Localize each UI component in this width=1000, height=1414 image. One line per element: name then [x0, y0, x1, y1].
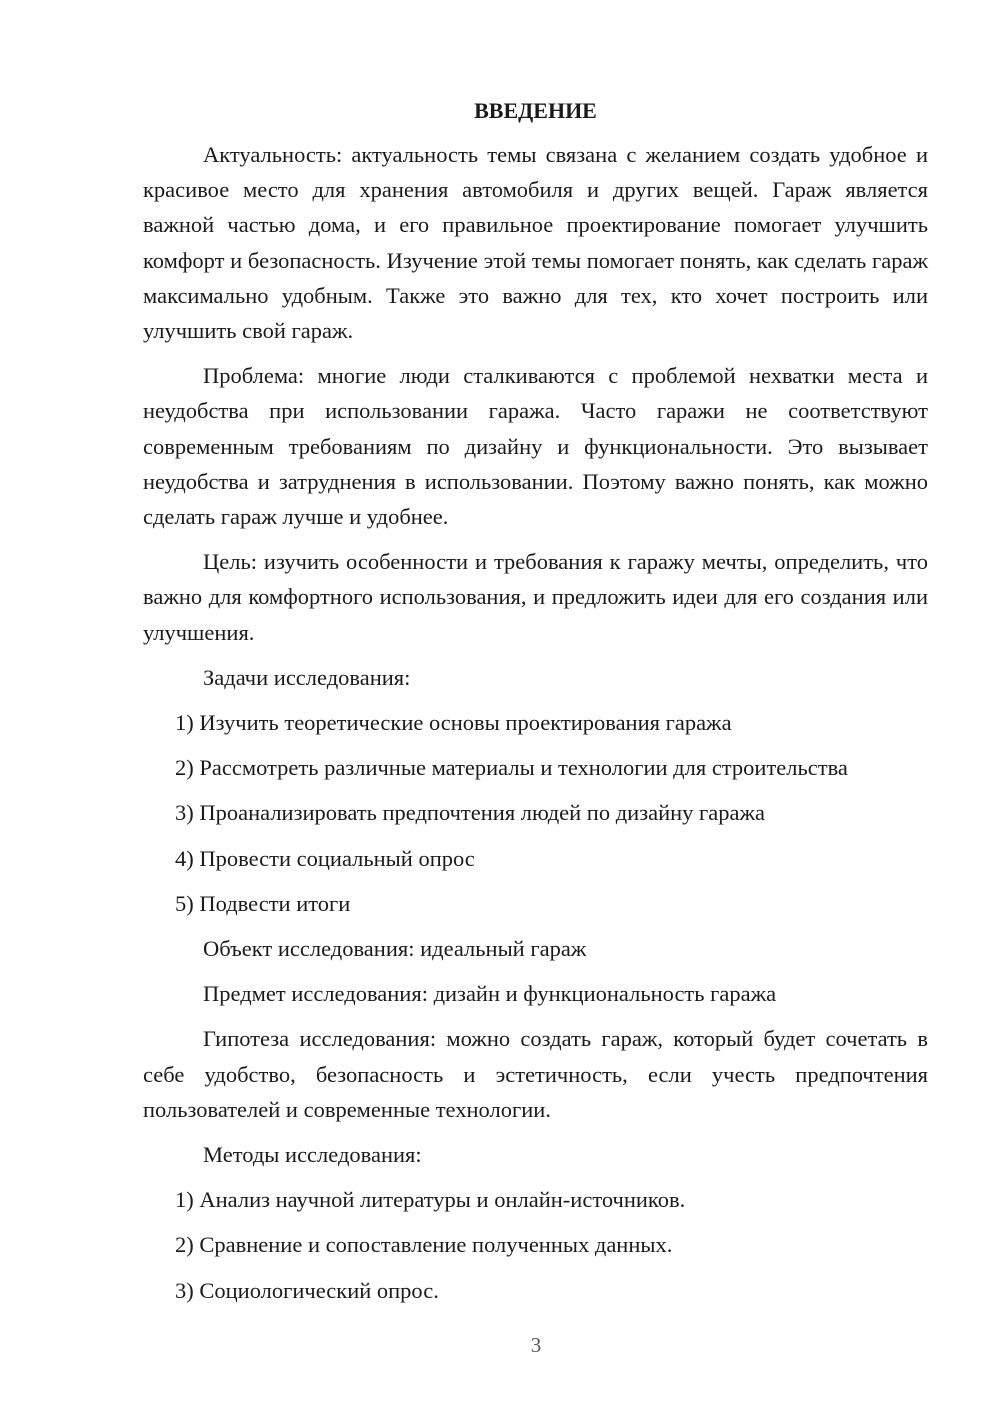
task-item-2: 2) Рассмотреть различные материалы и технологии для строительства	[175, 755, 848, 781]
task-item-4: 4) Провести социальный опрос	[175, 845, 475, 871]
tasks-label: Задачи исследования:	[203, 664, 411, 690]
method-item-1: 1) Анализ научной литературы и онлайн-источников.	[175, 1187, 686, 1213]
subject-line: Предмет исследования: дизайн и функциональность гаража	[203, 981, 777, 1007]
document-page	[143, 96, 928, 1318]
page-title: ВВЕДЕНИЕ	[474, 98, 597, 123]
relevance-paragraph: Актуальность: актуальность темы связана с желанием создать удобное и красивое место для хранения автомобиля и других вещей. Гараж является важной частью дома, и его правильное проектирование помогает улучшить комфорт и безопасность. Изучение этой темы помогает понять, как сделать гараж максимально удобным. Также это важно для тех, кто хочет построить или улучшить свой гараж.	[143, 142, 928, 344]
hypothesis-paragraph: Гипотеза исследования: можно создать гараж, который будет сочетать в себе удобство, безопасность и эстетичность, если учесть предпочтения пользователей и современные технологии.	[143, 1026, 928, 1122]
goal-paragraph: Цель: изучить особенности и требования к гаражу мечты, определить, что важно для комфортного использования, и предложить идеи для его создания или улучшения.	[143, 549, 928, 645]
task-item-3: 3) Проанализировать предпочтения людей по дизайну гаража	[175, 800, 766, 826]
task-item-5: 5) Подвести итоги	[175, 890, 351, 916]
method-item-2: 2) Сравнение и сопоставление полученных данных.	[175, 1232, 673, 1258]
problem-paragraph: Проблема: многие люди сталкиваются с проблемой нехватки места и неудобства при использовании гаража. Часто гаражи не соответствуют современным требованиям по дизайну и функциональности. Это вызывает неудобства и затруднения в использовании. Поэтому важно понять, как можно сделать гараж лучше и удобнее.	[143, 363, 928, 530]
method-item-3: 3) Социологический опрос.	[175, 1277, 439, 1303]
object-line: Объект исследования: идеальный гараж	[203, 936, 587, 962]
methods-label: Методы исследования:	[203, 1142, 422, 1168]
page-number: 3	[530, 1333, 542, 1357]
task-item-1: 1) Изучить теоретические основы проектирования гаража	[175, 710, 732, 736]
